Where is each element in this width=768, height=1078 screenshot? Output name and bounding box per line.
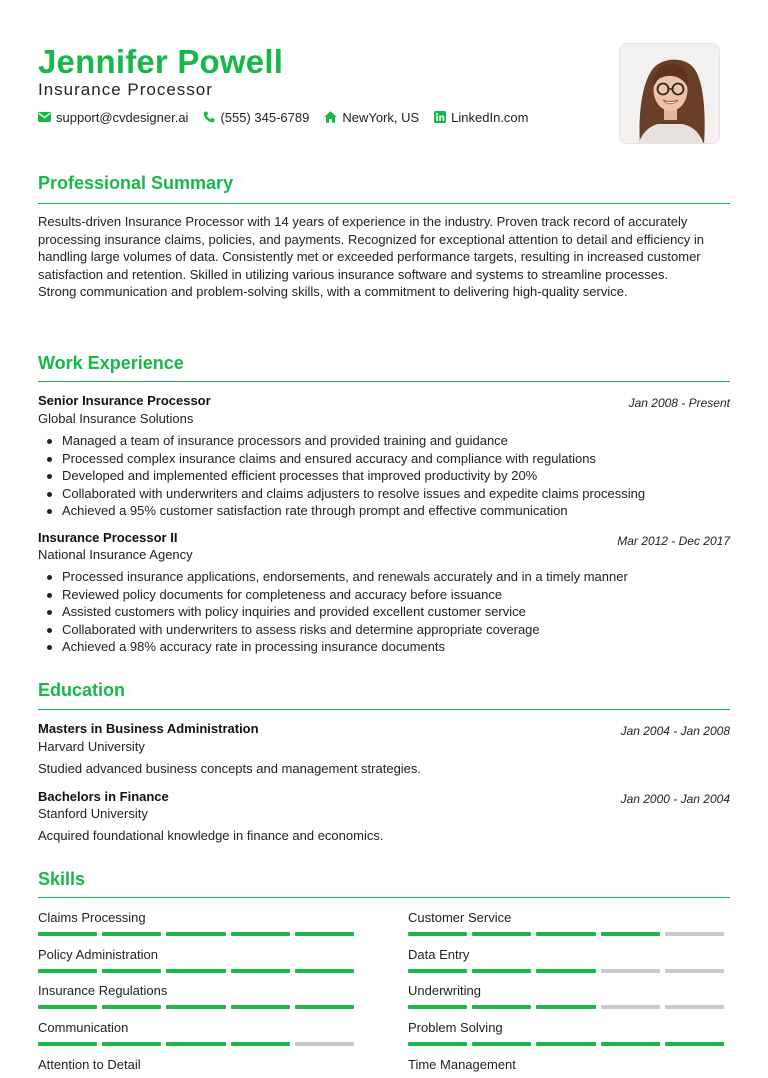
skill-name: Customer Service (408, 910, 512, 925)
job-bullet: Processed complex insurance claims and ensured accuracy and compliance with regulations (62, 450, 722, 468)
location-text: NewYork, US (342, 109, 420, 125)
profile-photo-image (620, 44, 720, 144)
skills-heading: Skills (38, 869, 86, 889)
job-bullet: Achieved a 98% accuracy rate in processing insurance documents (62, 638, 722, 656)
job-dates: Mar 2012 - Dec 2017 (617, 534, 730, 548)
skill-name: Policy Administration (38, 946, 158, 962)
skill-level-bar (408, 969, 729, 973)
summary-line: Results-driven Insurance Processor with 14 years of experience in the industry. Proven track record of accurately (38, 214, 688, 229)
skill-segment-filled (231, 1005, 290, 1009)
skill-level-bar (38, 1005, 359, 1009)
skill-name: Time Management (408, 1056, 516, 1072)
skill-segment-filled (408, 932, 467, 936)
degree-description: Studied advanced business concepts and management strategies. (38, 761, 422, 776)
summary-line: Strong communication and problem-solving skills, with a commitment to delivering high-quality service. (38, 284, 628, 299)
summary-line: handling large volumes of data. Consistently met or exceeded performance targets, resulting in increased customer (38, 249, 701, 264)
skill-item (38, 1020, 359, 1046)
phone-icon (203, 111, 215, 123)
contact-email[interactable] (38, 110, 188, 125)
candidate-title: Insurance Processor (38, 80, 213, 99)
job-company: Global Insurance Solutions (38, 411, 194, 426)
skill-segment-empty (601, 1005, 660, 1009)
job-bullet: Collaborated with underwriters and claims adjusters to resolve issues and expedite claims processing (62, 485, 722, 503)
job-dates: Jan 2008 - Present (628, 396, 730, 410)
skill-level-bar (38, 969, 359, 973)
skill-segment-filled (102, 1005, 161, 1009)
degree-description: Acquired foundational knowledge in finance and economics. (38, 828, 384, 843)
skill-segment-filled (38, 932, 97, 936)
skills-divider (38, 897, 730, 898)
linkedin-icon (434, 111, 446, 123)
job-bullet: Managed a team of insurance processors and provided training and guidance (62, 432, 722, 450)
summary-divider (38, 203, 730, 204)
skill-segment-empty (665, 969, 724, 973)
job-role: Insurance Processor II (38, 530, 178, 545)
degree-dates: Jan 2000 - Jan 2004 (620, 792, 730, 806)
skill-segment-filled (601, 932, 660, 936)
skill-level-bar (38, 932, 359, 936)
job-company: National Insurance Agency (38, 547, 193, 562)
skill-segment-empty (665, 932, 724, 936)
contact-bar (38, 108, 544, 126)
skill-item (408, 983, 729, 1009)
skill-segment-empty (601, 969, 660, 973)
job-bullet: Collaborated with underwriters to assess risks and determine appropriate coverage (62, 621, 722, 639)
contact-phone[interactable] (203, 110, 309, 125)
skill-segment-filled (536, 969, 595, 973)
skill-name: Claims Processing (38, 910, 146, 925)
school-name: Harvard University (38, 739, 145, 754)
job-bullet: Processed insurance applications, endorsements, and renewals accurately and in a timely manner (62, 568, 722, 586)
degree-title: Bachelors in Finance (38, 789, 169, 804)
skill-item (408, 910, 729, 936)
skill-segment-filled (231, 969, 290, 973)
skill-segment-filled (536, 932, 595, 936)
contact-location (324, 110, 419, 125)
skill-segment-filled (408, 1005, 467, 1009)
skill-item (408, 1057, 729, 1078)
skill-level-bar (38, 1042, 359, 1046)
skill-segment-filled (472, 932, 531, 936)
skill-level-bar (408, 932, 729, 936)
skill-segment-filled (231, 932, 290, 936)
skill-segment-filled (665, 1042, 724, 1046)
skill-name: Attention to Detail (38, 1056, 141, 1072)
summary-line: processing insurance claims, policies, and payments. Recognized for exceptional attention to detail and efficiency in (38, 231, 705, 247)
job-bullets (62, 432, 722, 520)
phone-text: (555) 345-6789 (220, 109, 310, 125)
skill-item (38, 1057, 359, 1078)
skill-segment-filled (166, 969, 225, 973)
experience-divider (38, 381, 730, 382)
job-bullet: Achieved a 95% customer satisfaction rate through prompt and effective communication (62, 502, 722, 520)
skill-segment-filled (536, 1005, 595, 1009)
skill-segment-filled (38, 969, 97, 973)
skill-name: Underwriting (408, 983, 481, 999)
skill-level-bar (408, 1042, 729, 1046)
education-heading: Education (38, 680, 126, 700)
degree-title: Masters in Business Administration (38, 721, 259, 736)
job-bullets (62, 568, 722, 656)
skill-name: Insurance Regulations (38, 983, 168, 999)
education-divider (38, 709, 730, 710)
skill-segment-filled (295, 932, 354, 936)
candidate-name: Jennifer Powell (38, 43, 284, 80)
skill-segment-filled (102, 932, 161, 936)
contact-linkedin[interactable] (434, 110, 528, 125)
skill-segment-filled (472, 969, 531, 973)
skill-segment-filled (472, 1042, 531, 1046)
skill-item (408, 1020, 729, 1046)
linkedin-text: LinkedIn.com (451, 109, 529, 125)
skill-segment-empty (295, 1042, 354, 1046)
skill-segment-filled (38, 1042, 97, 1046)
skill-segment-filled (295, 969, 354, 973)
profile-photo (619, 43, 720, 144)
job-bullet: Reviewed policy documents for completeness and accuracy before issuance (62, 586, 722, 604)
skill-name: Data Entry (408, 946, 470, 962)
skill-segment-filled (408, 969, 467, 973)
envelope-icon (38, 112, 51, 122)
degree-dates: Jan 2004 - Jan 2008 (620, 724, 730, 738)
email-text: support@cvdesigner.ai (56, 109, 189, 125)
skill-segment-filled (102, 1042, 161, 1046)
skill-segment-filled (536, 1042, 595, 1046)
skill-segment-filled (166, 1005, 225, 1009)
skill-segment-empty (665, 1005, 724, 1009)
skill-segment-filled (601, 1042, 660, 1046)
summary-text (38, 213, 730, 301)
skill-segment-filled (102, 969, 161, 973)
skill-item (408, 947, 729, 973)
job-bullet: Assisted customers with policy inquiries and provided excellent customer service (62, 603, 722, 621)
skill-segment-filled (166, 932, 225, 936)
skill-item (38, 983, 359, 1009)
experience-heading: Work Experience (38, 353, 184, 373)
home-icon (324, 111, 337, 123)
skill-segment-filled (231, 1042, 290, 1046)
skill-segment-filled (295, 1005, 354, 1009)
summary-line: satisfaction and retention. Skilled in utilizing various insurance software and systems to streamline processes. (38, 266, 669, 282)
skill-item (38, 910, 359, 936)
skill-segment-filled (38, 1005, 97, 1009)
skill-level-bar (408, 1005, 729, 1009)
job-bullet: Developed and implemented efficient processes that improved productivity by 20% (62, 467, 722, 485)
skill-segment-filled (408, 1042, 467, 1046)
skill-segment-filled (472, 1005, 531, 1009)
job-role: Senior Insurance Processor (38, 393, 211, 408)
skill-segment-filled (166, 1042, 225, 1046)
skill-item (38, 947, 359, 973)
skill-name: Problem Solving (408, 1020, 503, 1036)
school-name: Stanford University (38, 806, 148, 821)
skill-name: Communication (38, 1020, 129, 1036)
summary-heading: Professional Summary (38, 173, 234, 193)
